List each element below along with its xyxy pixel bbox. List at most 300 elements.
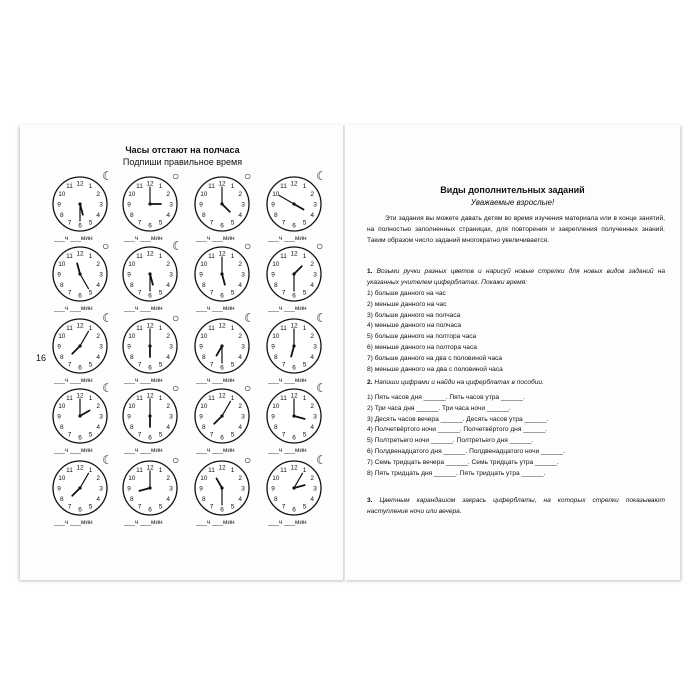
svg-text:11: 11 xyxy=(66,395,73,403)
svg-text:3: 3 xyxy=(99,201,103,209)
svg-text:6: 6 xyxy=(220,434,224,442)
svg-text:2: 2 xyxy=(166,190,170,198)
svg-text:1: 1 xyxy=(302,253,307,261)
svg-text:10: 10 xyxy=(200,402,208,410)
svg-text:4: 4 xyxy=(166,353,170,361)
svg-text:9: 9 xyxy=(57,343,61,351)
svg-text:8: 8 xyxy=(274,211,278,219)
svg-text:2: 2 xyxy=(166,402,170,410)
svg-text:6: 6 xyxy=(78,434,82,442)
svg-text:8: 8 xyxy=(274,353,278,361)
svg-text:10: 10 xyxy=(58,190,66,198)
svg-text:9: 9 xyxy=(271,485,275,493)
svg-text:7: 7 xyxy=(67,219,72,227)
svg-text:5: 5 xyxy=(88,219,93,227)
task-2-list-item: 8) Пять тридцать дня ______. Пять тридцать утра ______. xyxy=(367,469,546,477)
svg-text:1: 1 xyxy=(230,183,235,191)
svg-text:5: 5 xyxy=(302,431,307,439)
sun-icon: ○ xyxy=(316,239,324,253)
svg-text:10: 10 xyxy=(128,402,136,410)
svg-text:5: 5 xyxy=(230,503,235,511)
time-answer-field: ___ч ___мин xyxy=(54,519,93,526)
svg-text:11: 11 xyxy=(208,183,215,191)
page-title: Часы отстают на полчаса xyxy=(125,145,240,155)
svg-text:8: 8 xyxy=(60,353,64,361)
svg-text:3: 3 xyxy=(313,343,317,351)
svg-text:9: 9 xyxy=(127,485,131,493)
time-answer-field: ___ч ___мин xyxy=(268,305,307,312)
svg-text:1: 1 xyxy=(302,183,307,191)
svg-text:3: 3 xyxy=(169,271,173,279)
svg-text:11: 11 xyxy=(66,183,73,191)
svg-text:5: 5 xyxy=(88,289,93,297)
svg-text:5: 5 xyxy=(230,219,235,227)
svg-text:6: 6 xyxy=(292,434,296,442)
task-2 xyxy=(367,378,665,389)
svg-text:8: 8 xyxy=(60,423,64,431)
svg-text:9: 9 xyxy=(57,413,61,421)
moon-icon: ☾ xyxy=(172,239,183,253)
task-1-text: Возьми ручки разных цветов и нарисуй новые стрелки для новых видов заданий на указанных учителем циферблатах. Покажи время: xyxy=(367,268,665,286)
svg-text:4: 4 xyxy=(96,353,100,361)
clock-face xyxy=(192,174,252,234)
time-answer-field: ___ч ___мин xyxy=(196,235,235,242)
svg-text:4: 4 xyxy=(166,211,170,219)
svg-text:6: 6 xyxy=(220,222,224,230)
time-answer-field: ___ч ___мин xyxy=(124,305,163,312)
svg-text:5: 5 xyxy=(230,431,235,439)
svg-text:7: 7 xyxy=(281,503,286,511)
svg-text:12: 12 xyxy=(218,322,226,330)
svg-text:2: 2 xyxy=(310,474,314,482)
svg-text:6: 6 xyxy=(292,222,296,230)
svg-text:5: 5 xyxy=(302,503,307,511)
svg-text:4: 4 xyxy=(238,281,242,289)
svg-text:11: 11 xyxy=(66,325,73,333)
svg-text:8: 8 xyxy=(60,281,64,289)
svg-text:7: 7 xyxy=(67,361,72,369)
clock-face xyxy=(192,244,252,304)
svg-text:2: 2 xyxy=(310,190,314,198)
svg-text:7: 7 xyxy=(209,219,214,227)
svg-text:4: 4 xyxy=(166,423,170,431)
task-2-list-item: 7) Семь тридцать вечера ______. Семь тридцать утра ______. xyxy=(367,458,559,466)
svg-text:5: 5 xyxy=(88,361,93,369)
svg-text:5: 5 xyxy=(158,219,163,227)
sun-icon: ○ xyxy=(172,453,180,467)
svg-text:4: 4 xyxy=(166,495,170,503)
svg-text:9: 9 xyxy=(127,413,131,421)
moon-icon: ☾ xyxy=(102,311,113,325)
svg-text:7: 7 xyxy=(137,219,142,227)
svg-text:10: 10 xyxy=(272,260,280,268)
svg-text:9: 9 xyxy=(199,271,203,279)
svg-text:4: 4 xyxy=(310,211,314,219)
svg-text:7: 7 xyxy=(281,219,286,227)
clock-face xyxy=(50,174,110,234)
svg-text:10: 10 xyxy=(128,260,136,268)
svg-text:2: 2 xyxy=(96,474,100,482)
svg-text:9: 9 xyxy=(127,201,131,209)
svg-text:3: 3 xyxy=(241,413,245,421)
svg-text:9: 9 xyxy=(271,271,275,279)
svg-text:8: 8 xyxy=(130,423,134,431)
svg-text:8: 8 xyxy=(130,211,134,219)
intro-paragraph: Эти задания вы можете давать детям во время изучения материала или в конце занятий, на полностью заполненных страницах, для повторения и закрепления полученных знаний. Таким образом число заданий многократно увеличивается. xyxy=(367,215,665,244)
task-1-list-item: 2) меньше данного на час xyxy=(367,300,447,308)
svg-text:12: 12 xyxy=(218,464,226,472)
svg-text:1: 1 xyxy=(88,325,93,333)
svg-text:5: 5 xyxy=(88,431,93,439)
svg-text:4: 4 xyxy=(310,281,314,289)
svg-text:10: 10 xyxy=(58,474,66,482)
svg-text:6: 6 xyxy=(78,506,82,514)
svg-text:1: 1 xyxy=(302,395,307,403)
clock-face xyxy=(192,458,252,518)
svg-text:11: 11 xyxy=(66,253,73,261)
svg-text:1: 1 xyxy=(230,467,235,475)
svg-text:10: 10 xyxy=(272,190,280,198)
svg-text:2: 2 xyxy=(238,332,242,340)
clock-face xyxy=(264,386,324,446)
svg-text:3: 3 xyxy=(313,271,317,279)
svg-text:2: 2 xyxy=(310,332,314,340)
svg-text:11: 11 xyxy=(280,395,287,403)
svg-text:2: 2 xyxy=(96,402,100,410)
svg-text:11: 11 xyxy=(208,253,215,261)
svg-text:3: 3 xyxy=(313,201,317,209)
task-2-list-item: 1) Пять часов дня ______. Пять часов утра ______. xyxy=(367,394,525,401)
svg-text:9: 9 xyxy=(271,413,275,421)
time-answer-field: ___ч ___мин xyxy=(196,447,235,454)
svg-text:12: 12 xyxy=(290,250,298,258)
svg-text:7: 7 xyxy=(281,361,286,369)
moon-icon: ☾ xyxy=(102,453,113,467)
svg-text:2: 2 xyxy=(238,402,242,410)
svg-text:6: 6 xyxy=(220,364,224,372)
clock-face xyxy=(264,244,324,304)
svg-text:6: 6 xyxy=(148,506,152,514)
svg-text:3: 3 xyxy=(99,343,103,351)
moon-icon: ☾ xyxy=(102,169,113,183)
svg-text:10: 10 xyxy=(58,332,66,340)
time-answer-field: ___ч ___мин xyxy=(268,377,307,384)
clock-face xyxy=(264,316,324,376)
sun-icon: ○ xyxy=(172,311,180,325)
time-answer-field: ___ч ___мин xyxy=(54,305,93,312)
svg-text:11: 11 xyxy=(208,467,215,475)
svg-text:4: 4 xyxy=(96,211,100,219)
svg-text:8: 8 xyxy=(202,211,206,219)
svg-text:10: 10 xyxy=(272,474,280,482)
task-3-number: 3. xyxy=(367,497,373,504)
task-2-list-item: 2) Три часа дня ______. Три часа ночи ______. xyxy=(367,404,511,412)
svg-text:1: 1 xyxy=(88,183,93,191)
svg-text:10: 10 xyxy=(128,190,136,198)
svg-text:9: 9 xyxy=(199,485,203,493)
task-2-list-item: 5) Полтретьего ночи ______. Полтретьего дня ______. xyxy=(367,437,534,445)
svg-text:6: 6 xyxy=(78,364,82,372)
time-answer-field: ___ч ___мин xyxy=(196,305,235,312)
moon-icon: ☾ xyxy=(244,311,255,325)
svg-text:4: 4 xyxy=(238,211,242,219)
svg-text:10: 10 xyxy=(272,332,280,340)
svg-text:4: 4 xyxy=(238,353,242,361)
svg-text:9: 9 xyxy=(127,343,131,351)
time-answer-field: ___ч ___мин xyxy=(268,235,307,242)
time-answer-field: ___ч ___мин xyxy=(54,235,93,242)
svg-text:11: 11 xyxy=(208,395,215,403)
svg-text:7: 7 xyxy=(67,289,72,297)
svg-text:7: 7 xyxy=(209,431,214,439)
svg-text:2: 2 xyxy=(166,474,170,482)
svg-text:12: 12 xyxy=(76,250,84,258)
svg-text:2: 2 xyxy=(166,260,170,268)
svg-text:7: 7 xyxy=(137,289,142,297)
svg-text:3: 3 xyxy=(241,485,245,493)
task-2-list xyxy=(367,393,665,479)
svg-text:3: 3 xyxy=(169,485,173,493)
time-answer-field: ___ч ___мин xyxy=(124,235,163,242)
clock-face xyxy=(120,174,180,234)
svg-text:5: 5 xyxy=(302,219,307,227)
svg-text:8: 8 xyxy=(274,281,278,289)
svg-text:6: 6 xyxy=(148,434,152,442)
svg-text:10: 10 xyxy=(272,402,280,410)
task-2-list-item: 4) Полчетвёртого ночи ______. Полчетвёртого дня ______. xyxy=(367,426,548,434)
svg-text:5: 5 xyxy=(88,503,93,511)
clock-face xyxy=(120,386,180,446)
time-answer-field: ___ч ___мин xyxy=(196,519,235,526)
task-1-list-item: 8) меньше данного на два с половиной часа xyxy=(367,365,503,373)
svg-text:10: 10 xyxy=(128,474,136,482)
svg-text:4: 4 xyxy=(310,353,314,361)
svg-text:9: 9 xyxy=(57,271,61,279)
time-answer-field: ___ч ___мин xyxy=(268,519,307,526)
svg-text:7: 7 xyxy=(137,361,142,369)
task-1-list-item: 7) больше данного на два с половиной часа xyxy=(367,354,503,362)
svg-text:9: 9 xyxy=(57,485,61,493)
svg-text:6: 6 xyxy=(148,364,152,372)
svg-text:11: 11 xyxy=(208,325,215,333)
svg-text:7: 7 xyxy=(209,503,214,511)
svg-text:6: 6 xyxy=(220,506,224,514)
svg-text:12: 12 xyxy=(146,322,154,330)
clock-face xyxy=(50,316,110,376)
svg-text:1: 1 xyxy=(158,395,163,403)
svg-text:10: 10 xyxy=(58,260,66,268)
svg-text:9: 9 xyxy=(271,343,275,351)
svg-text:3: 3 xyxy=(99,485,103,493)
time-answer-field: ___ч ___мин xyxy=(268,447,307,454)
svg-text:10: 10 xyxy=(58,402,66,410)
clock-face xyxy=(264,174,324,234)
svg-text:11: 11 xyxy=(280,253,287,261)
svg-text:12: 12 xyxy=(290,464,298,472)
svg-text:12: 12 xyxy=(218,250,226,258)
task-1-list-item: 5) больше данного на полтора часа xyxy=(367,333,477,341)
clock-face xyxy=(50,458,110,518)
svg-text:5: 5 xyxy=(158,431,163,439)
svg-text:8: 8 xyxy=(202,423,206,431)
clock-face xyxy=(50,386,110,446)
svg-text:12: 12 xyxy=(146,180,154,188)
svg-text:1: 1 xyxy=(88,253,93,261)
moon-icon: ☾ xyxy=(316,169,327,183)
sun-icon: ○ xyxy=(244,169,252,183)
svg-text:9: 9 xyxy=(271,201,275,209)
task-3 xyxy=(367,496,665,518)
left-page xyxy=(20,125,345,580)
moon-icon: ☾ xyxy=(102,381,113,395)
sun-icon: ○ xyxy=(244,381,252,395)
svg-text:11: 11 xyxy=(280,325,287,333)
svg-text:8: 8 xyxy=(202,495,206,503)
moon-icon: ☾ xyxy=(316,381,327,395)
svg-text:4: 4 xyxy=(166,281,170,289)
clock-face xyxy=(120,316,180,376)
time-answer-field: ___ч ___мин xyxy=(196,377,235,384)
svg-text:3: 3 xyxy=(99,271,103,279)
sun-icon: ○ xyxy=(102,239,110,253)
task-2-list-item: 3) Десять часов вечера ______. Десять часов утра ______. xyxy=(367,415,549,423)
task-1-list-item: 4) меньше данного на полчаса xyxy=(367,322,461,330)
moon-icon: ☾ xyxy=(316,311,327,325)
svg-text:2: 2 xyxy=(96,260,100,268)
svg-text:1: 1 xyxy=(88,467,93,475)
svg-text:11: 11 xyxy=(66,467,73,475)
svg-text:10: 10 xyxy=(200,190,208,198)
task-3-text: Цветным карандашом закрась циферблаты, на которых стрелки показывают наступление ночи или вечера. xyxy=(367,497,665,515)
svg-text:1: 1 xyxy=(158,467,163,475)
svg-text:5: 5 xyxy=(158,289,163,297)
svg-text:7: 7 xyxy=(281,431,286,439)
svg-text:12: 12 xyxy=(290,392,298,400)
sun-icon: ○ xyxy=(244,453,252,467)
svg-text:12: 12 xyxy=(76,392,84,400)
clock-face xyxy=(120,244,180,304)
clock-face xyxy=(192,316,252,376)
svg-text:2: 2 xyxy=(238,474,242,482)
sun-icon: ○ xyxy=(172,381,180,395)
page-number: 16 xyxy=(36,353,47,363)
svg-text:8: 8 xyxy=(130,495,134,503)
greeting: Уважаемые взрослые! xyxy=(470,198,555,207)
svg-text:2: 2 xyxy=(166,332,170,340)
svg-text:11: 11 xyxy=(280,467,287,475)
page-subtitle: Подпиши правильное время xyxy=(122,157,243,167)
svg-text:1: 1 xyxy=(158,253,163,261)
svg-text:8: 8 xyxy=(60,211,64,219)
task-1-list-item: 3) больше данного на полчаса xyxy=(367,311,461,319)
svg-text:4: 4 xyxy=(96,281,100,289)
svg-text:5: 5 xyxy=(158,361,163,369)
svg-text:8: 8 xyxy=(202,281,206,289)
moon-icon: ☾ xyxy=(316,453,327,467)
svg-text:2: 2 xyxy=(238,260,242,268)
svg-text:7: 7 xyxy=(209,289,214,297)
right-page xyxy=(345,125,680,580)
svg-text:9: 9 xyxy=(199,201,203,209)
svg-text:6: 6 xyxy=(220,292,224,300)
svg-text:6: 6 xyxy=(148,292,152,300)
svg-text:3: 3 xyxy=(99,413,103,421)
time-answer-field: ___ч ___мин xyxy=(124,447,163,454)
right-page-title: Виды дополнительных заданий xyxy=(440,185,585,195)
task-1-list-item: 6) меньше данного на полтора часа xyxy=(367,343,477,351)
task-1-list xyxy=(367,289,665,375)
svg-text:1: 1 xyxy=(230,253,235,261)
time-answer-field: ___ч ___мин xyxy=(54,377,93,384)
svg-text:7: 7 xyxy=(281,289,286,297)
svg-text:3: 3 xyxy=(169,413,173,421)
time-answer-field: ___ч ___мин xyxy=(124,519,163,526)
clock-face xyxy=(264,458,324,518)
svg-text:12: 12 xyxy=(290,322,298,330)
svg-text:4: 4 xyxy=(238,495,242,503)
svg-text:4: 4 xyxy=(96,423,100,431)
svg-text:12: 12 xyxy=(218,180,226,188)
svg-text:12: 12 xyxy=(76,464,84,472)
svg-text:12: 12 xyxy=(290,180,298,188)
task-2-text: Напиши цифрами и найди на циферблатах в пособии. xyxy=(374,379,544,386)
svg-text:9: 9 xyxy=(57,201,61,209)
svg-text:3: 3 xyxy=(241,201,245,209)
svg-text:8: 8 xyxy=(202,353,206,361)
clock-face xyxy=(192,386,252,446)
svg-text:11: 11 xyxy=(280,183,287,191)
svg-text:3: 3 xyxy=(313,485,317,493)
task-2-list-item: 6) Полдвенадцатого дня ______. Полдвенадцатого ночи ______. xyxy=(367,447,565,455)
svg-text:5: 5 xyxy=(230,289,235,297)
svg-text:5: 5 xyxy=(302,289,307,297)
svg-text:5: 5 xyxy=(158,503,163,511)
svg-text:1: 1 xyxy=(158,183,163,191)
svg-text:2: 2 xyxy=(310,402,314,410)
clock-face xyxy=(50,244,110,304)
svg-text:1: 1 xyxy=(302,467,307,475)
svg-text:6: 6 xyxy=(292,364,296,372)
svg-text:11: 11 xyxy=(136,253,143,261)
svg-text:7: 7 xyxy=(67,503,72,511)
svg-text:10: 10 xyxy=(200,260,208,268)
svg-text:12: 12 xyxy=(218,392,226,400)
svg-text:4: 4 xyxy=(310,423,314,431)
svg-text:7: 7 xyxy=(137,431,142,439)
svg-text:11: 11 xyxy=(136,183,143,191)
svg-text:1: 1 xyxy=(230,325,235,333)
svg-text:9: 9 xyxy=(199,413,203,421)
svg-text:6: 6 xyxy=(292,292,296,300)
svg-text:4: 4 xyxy=(238,423,242,431)
task-2-number: 2. xyxy=(367,379,373,386)
svg-text:12: 12 xyxy=(146,392,154,400)
svg-text:4: 4 xyxy=(310,495,314,503)
svg-text:6: 6 xyxy=(78,222,82,230)
svg-text:12: 12 xyxy=(76,180,84,188)
svg-text:10: 10 xyxy=(200,332,208,340)
svg-text:11: 11 xyxy=(136,395,143,403)
svg-text:3: 3 xyxy=(169,343,173,351)
svg-text:8: 8 xyxy=(274,423,278,431)
svg-text:10: 10 xyxy=(128,332,136,340)
svg-text:2: 2 xyxy=(238,190,242,198)
svg-text:2: 2 xyxy=(96,190,100,198)
svg-text:8: 8 xyxy=(60,495,64,503)
time-answer-field: ___ч ___мин xyxy=(54,447,93,454)
svg-text:3: 3 xyxy=(241,271,245,279)
svg-text:8: 8 xyxy=(274,495,278,503)
